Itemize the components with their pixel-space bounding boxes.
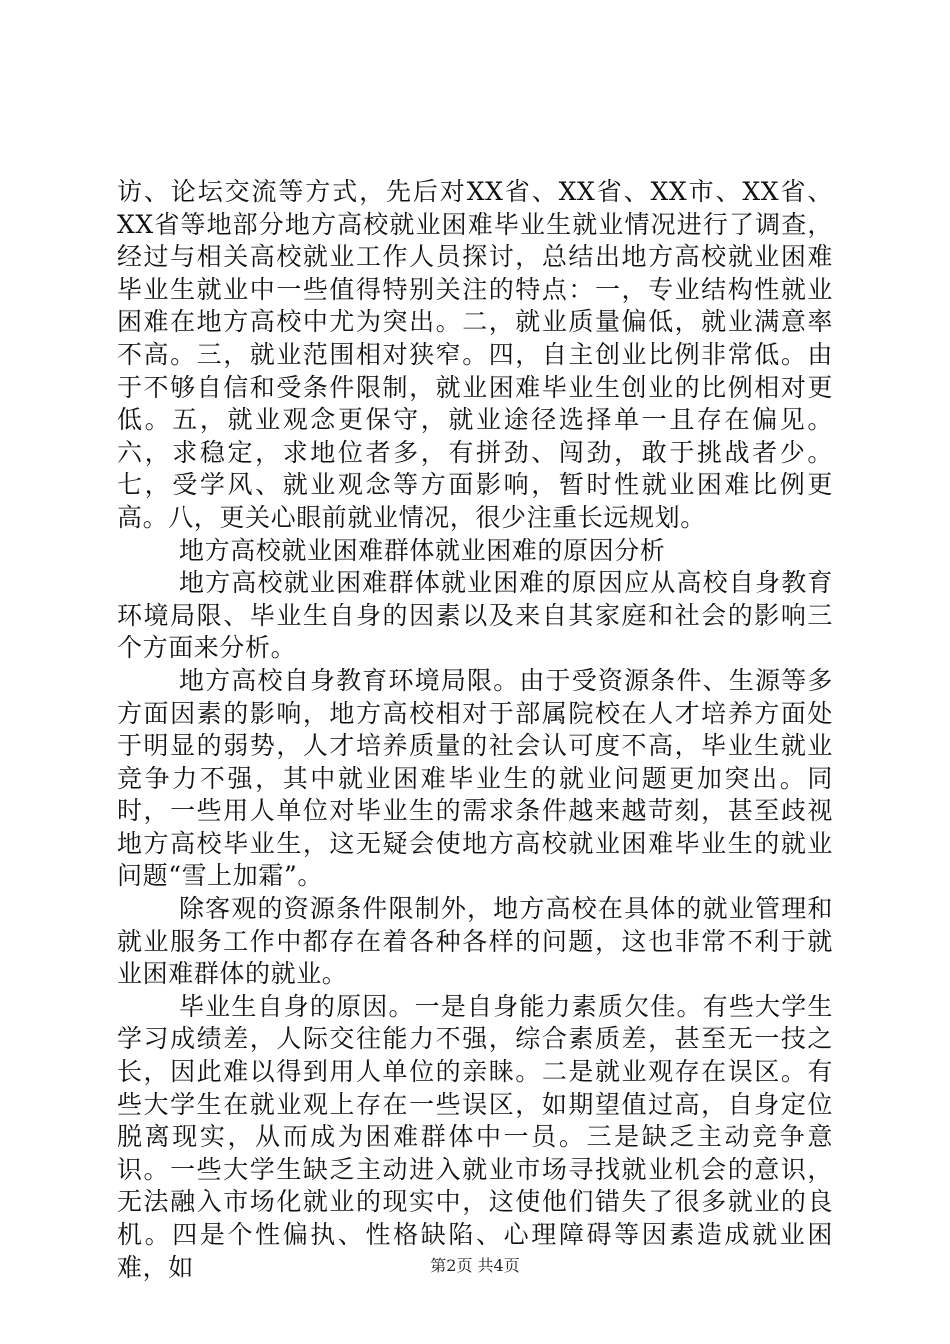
paragraph: 地方高校自身教育环境局限。由于受资源条件、生源等多方面因素的影响，地方高校相对于部属院校在人才培养方面处于明显的弱势，人才培养质量的社会认可度不高，毕业生就业竞争力不强，其中就业困难毕业生的就业问题更加突出。同时，一些用人单位对毕业生的需求条件越来越苛刻，甚至歧视地方高校毕业生，这无疑会使地方高校就业困难毕业生的就业问题“雪上加霜”。 bbox=[117, 665, 833, 891]
section-heading: 地方高校就业困难群体就业困难的原因分析 bbox=[179, 535, 666, 565]
page-number-footer: 第2页 共4页 bbox=[430, 1256, 520, 1275]
document-body bbox=[117, 176, 833, 1284]
paragraph: 除客观的资源条件限制外，地方高校在具体的就业管理和就业服务工作中都存在着各种各样的问题，这也非常不利于就业困难群体的就业。 bbox=[117, 894, 833, 989]
paragraph: 毕业生自身的原因。一是自身能力素质欠佳。有些大学生学习成绩差，人际交往能力不强，综合素质差，甚至无一技之长，因此难以得到用人单位的亲睐。二是就业观存在误区。有些大学生在就业观上存在一些误区，如期望值过高，自身定位脱离现实，从而成为困难群体中一员。三是缺乏主动竞争意识。一些大学生缺乏主动进入就业市场寻找就业机会的意识，无法融入市场化就业的现实中，这使他们错失了很多就业的良机。四是个性偏执、性格缺陷、心理障碍等因素造成就业困难，如 bbox=[117, 991, 833, 1282]
paragraph-continued: 访、论坛交流等方式，先后对XX省、XX省、XX市、XX省、XX省等地部分地方高校就业困难毕业生就业情况进行了调查，经过与相关高校就业工作人员探讨，总结出地方高校就业困难毕业生就业中一些值得特别关注的特点：一，专业结构性就业困难在地方高校中尤为突出。二，就业质量偏低，就业满意率不高。三，就业范围相对狭窄。四，自主创业比例非常低。由于不够自信和受条件限制，就业困难毕业生创业的比例相对更低。五，就业观念更保守，就业途径选择单一且存在偏见。六，求稳定，求地位者多，有拼劲、闯劲，敢于挑战者少。七，受学风、就业观念等方面影响，暂时性就业困难比例更高。八，更关心眼前就业情况，很少注重长远规划。 bbox=[117, 177, 833, 532]
paragraph: 地方高校就业困难群体就业困难的原因应从高校自身教育环境局限、毕业生自身的因素以及来自其家庭和社会的影响三个方面来分析。 bbox=[117, 568, 833, 663]
